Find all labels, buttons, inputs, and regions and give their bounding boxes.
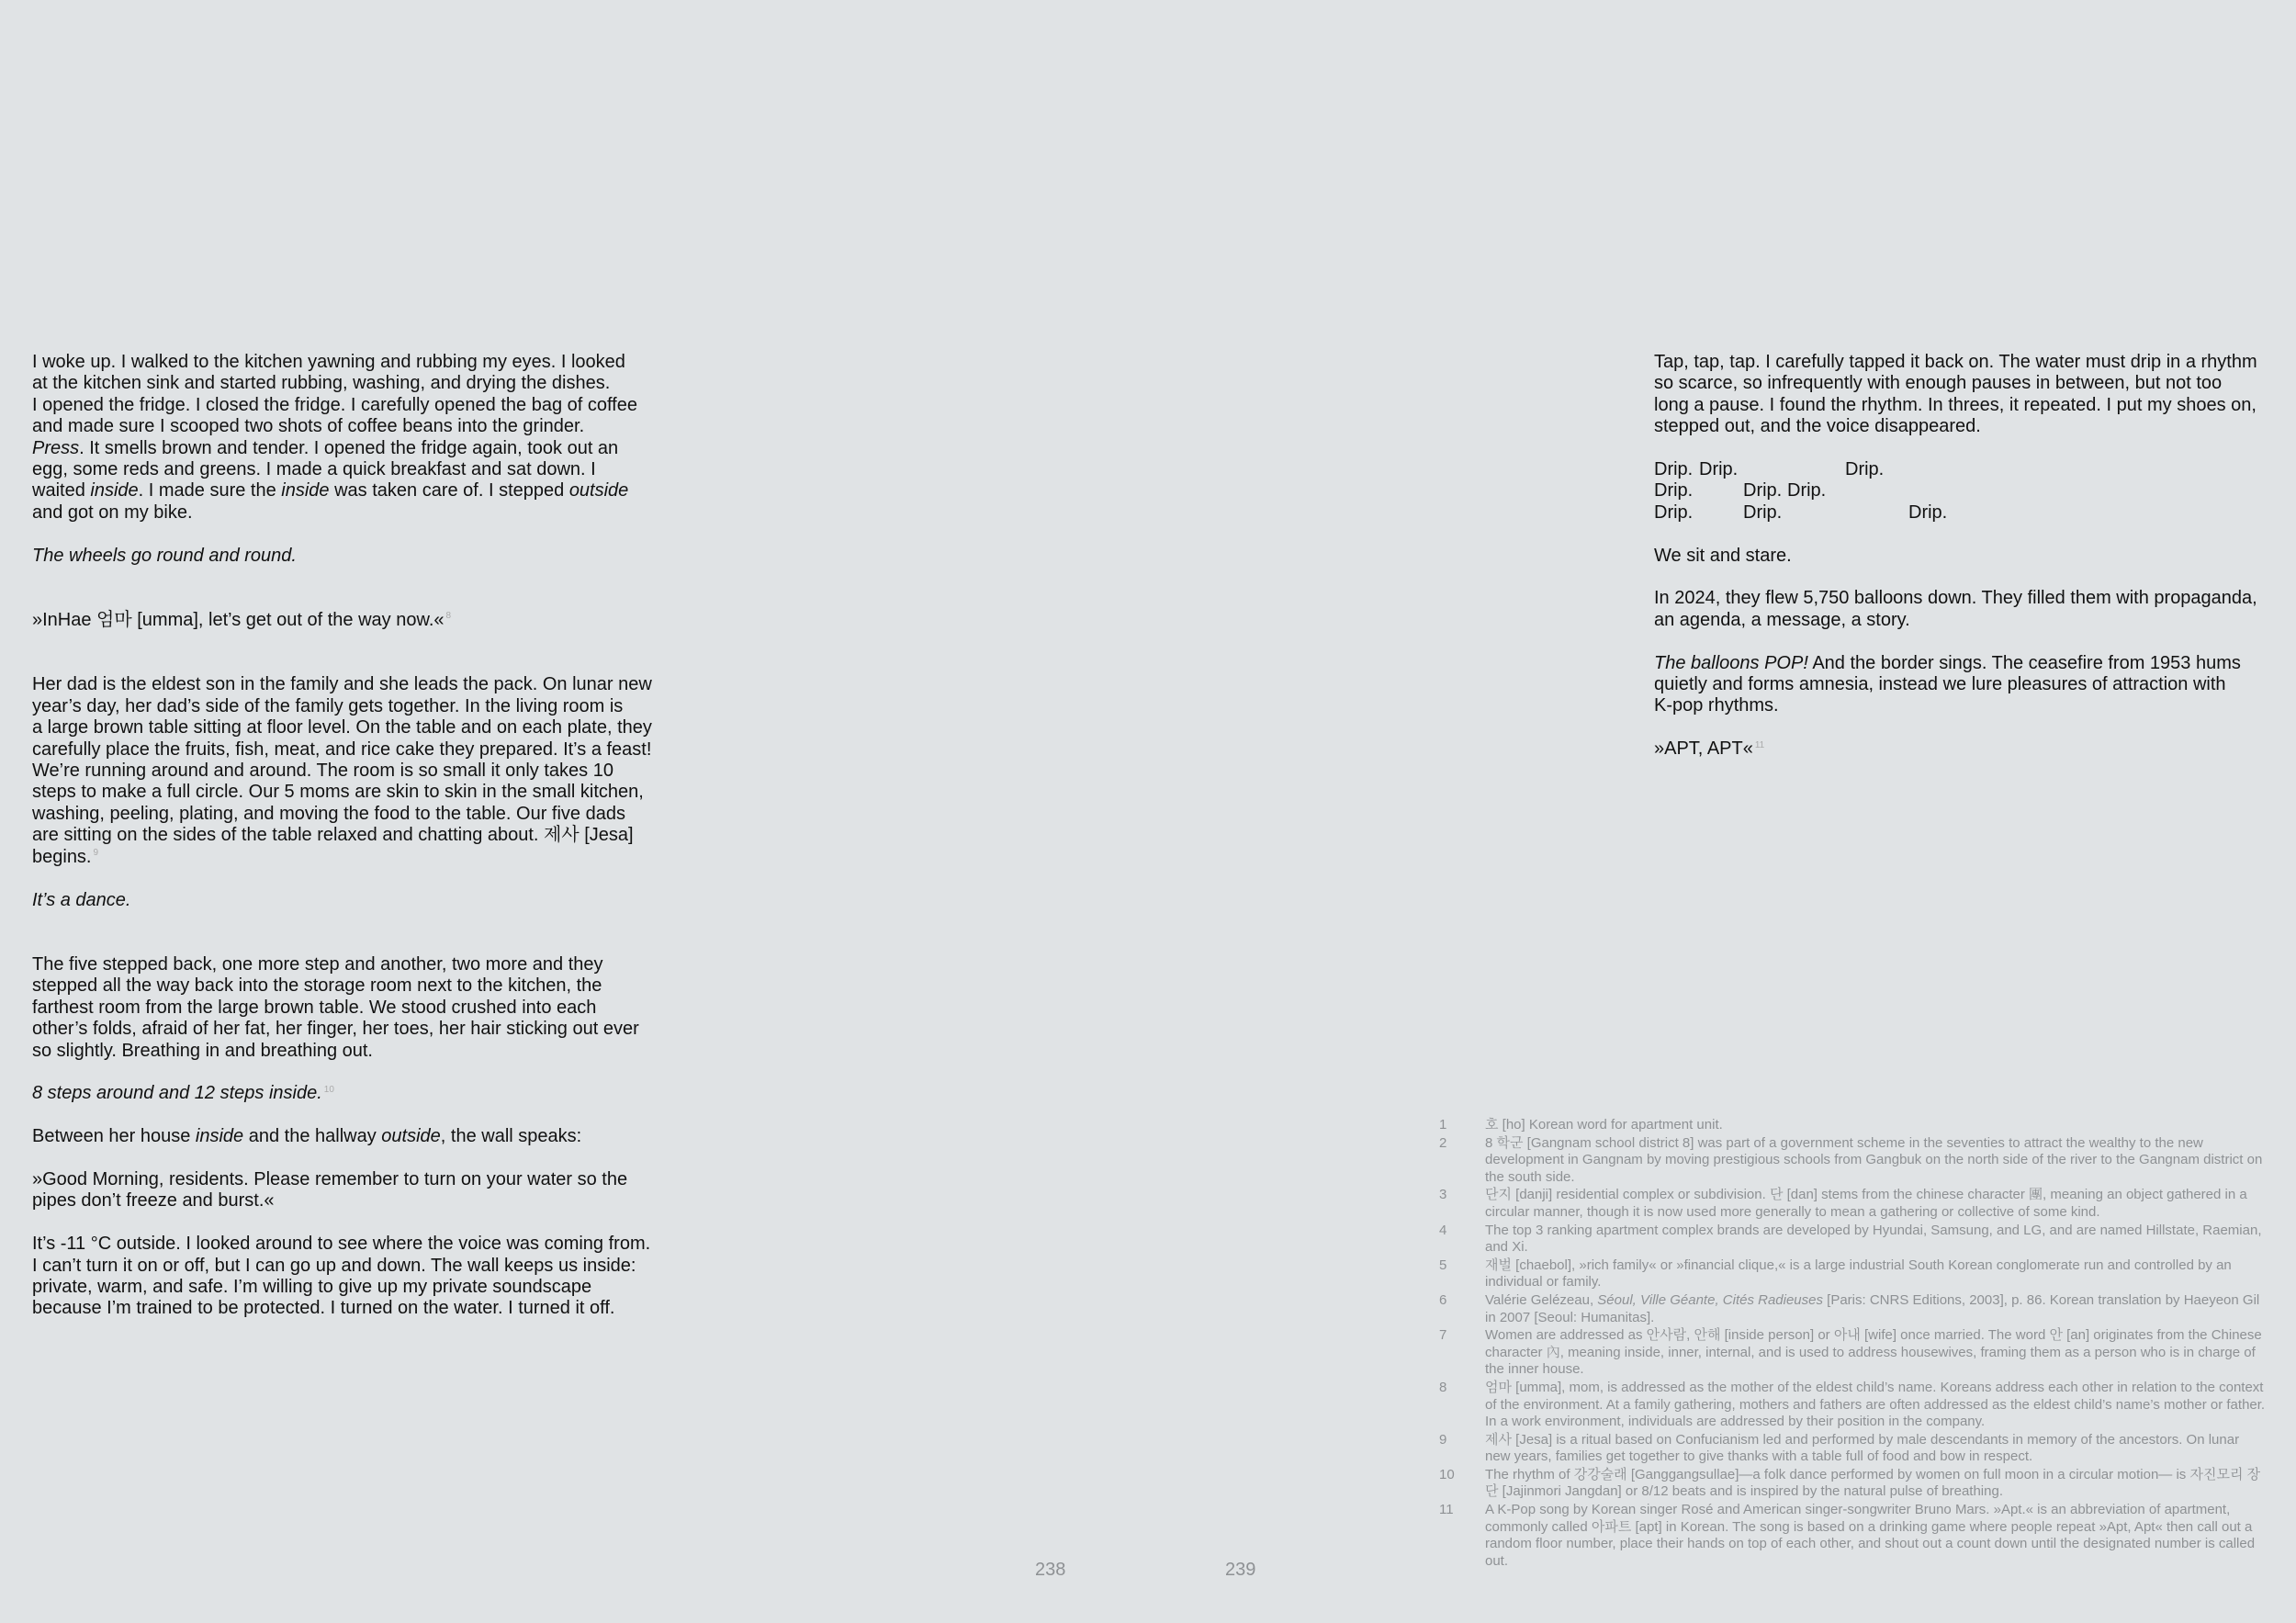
footnote-item <box>1439 1327 2266 1379</box>
footnote-number: 7 <box>1439 1327 1447 1344</box>
drip-word: Drip. <box>1654 502 1694 523</box>
line-sit-and-stare: We sit and stare. <box>1654 545 1792 566</box>
footnote-text: The rhythm of 강강술래 [Ganggangsullae]—a folk dance performed by women on full moon in a circular motion— is 자진모리 장단 [Jajinmori Jangdan] or 8/12 beats and is inspired by the natural pulse of breathing. <box>1485 1466 2261 1500</box>
drip-word: Drip. <box>1845 459 1885 480</box>
footnote-text: A K-Pop song by Korean singer Rosé and American singer-songwriter Bruno Mars. »Apt.« is an abbreviation of apartment, commonly called 아파트 [apt] in Korean. The song is based on a drinking game where people repeat »Apt, Apt« then call out a random floor number, place their hands on top of each other, and shout out a count down until the designated number is called out. <box>1485 1502 2256 1569</box>
footnote-number: 6 <box>1439 1291 1447 1308</box>
footnote-number: 5 <box>1439 1257 1447 1273</box>
footnote-ref-10: 10 <box>323 1084 334 1095</box>
footnote-text: 재벌 [chaebol], »rich family« or »financial clique,« is a large industrial South Korean conglomerate run and controlled by an individual or family. <box>1485 1257 2232 1291</box>
footnote-number: 3 <box>1439 1187 1447 1203</box>
line-dance: It’s a dance. <box>32 889 131 910</box>
footnote-text: 제사 [Jesa] is a ritual based on Confucianism led and performed by male descendants in memory of the ancestors. On lunar new years, families get together to give thanks with a table full of food and bow in respect. <box>1485 1431 2240 1465</box>
quote-apt: »APT, APT« $^{11}$ <box>1654 738 1765 760</box>
footnote-text: Valérie Gelézeau, Séoul, Ville Géante, Cités Radieuses [Paris: CNRS Editions, 2003], p. 86. Korean translation by Haeyeon Gil in 2007 [Seoul: Humanitas]. <box>1485 1291 2260 1325</box>
footnote-text: 엄마 [umma], mom, is addressed as the mother of the eldest child’s name. Koreans address each other in relation to the context of the environment. At a family gathering, mothers and fathers are often addressed as the eldest child’s name’s mother or father. In a work environment, individuals are addressed by their position in the company. <box>1485 1379 2266 1430</box>
footnote-item <box>1439 1187 2266 1221</box>
drip-word: Drip. <box>1743 480 1783 502</box>
footnote-ref-11: 11 <box>1754 739 1765 750</box>
paragraph-stepped-back: The five stepped back, one more step and another, two more and they stepped all the way back into the storage room next to the kitchen, the farthest room from the large brown table. We stood crushed into each other’s folds, afraid of her fat, her finger, her toes, her hair sticking out ever so slightly. Breathing in and breathing out. <box>32 953 639 1061</box>
footnotes <box>1439 1117 2266 1571</box>
right-page-text <box>1654 352 2279 761</box>
paragraph-outside-temperature: It’s -11 °C outside. I looked around to see where the voice was coming from. I can’t turn it on or off, but I can go up and down. The wall keeps us inside: private, warm, and safe. I’m willing to give up my private soundscape because I’m trained to be protected. I turned on the water. I turned it off. <box>32 1234 651 1319</box>
footnote-item <box>1439 1117 2266 1134</box>
footnote-item <box>1439 1432 2266 1466</box>
footnote-number: 4 <box>1439 1222 1447 1238</box>
drip-row-2 <box>1654 480 2279 502</box>
footnote-number: 1 <box>1439 1117 1447 1133</box>
footnote-number: 10 <box>1439 1466 1455 1482</box>
drip-word: Drip. <box>1654 480 1694 502</box>
footnote-item <box>1439 1467 2266 1501</box>
quote-inhae: »InHae 엄마 [umma], let’s get out of the way now.« $^8$ <box>32 610 452 631</box>
drip-word: Drip. <box>1743 502 1783 523</box>
paragraph-wake-up: I woke up. I walked to the kitchen yawning and rubbing my eyes. I looked at the kitchen sink and started rubbing, washing, and drying the dishes. I opened the fridge. I closed the fridge. I carefully opened the bag of coffee and made sure I scooped two shots of coffee beans into the grinder. Press. It smells brown and tender. I opened the fridge again, took out an egg, some reds and greens. I made a quick breakfast and sat down. I waited inside. I made sure the inside was taken care of. I stepped outside and got on my bike. <box>32 352 637 523</box>
footnote-number: 2 <box>1439 1134 1447 1151</box>
footnote-number: 9 <box>1439 1431 1447 1448</box>
drip-word: Drip. <box>1654 459 1694 480</box>
footnote-text: Women are addressed as 안사람, 안해 [inside person] or 아내 [wife] once married. The word 안 [an] originates from the Chinese character 內, meaning inside, inner, internal, and is used to address housewives, framing them as a person who is in charge of the inner house. <box>1485 1327 2262 1378</box>
drip-word: Drip. <box>1699 459 1739 480</box>
paragraph-lunar-new-year: Her dad is the eldest son in the family and she leads the pack. On lunar new year’s day, her dad’s side of the family gets together. In the living room is a large brown table sitting at floor level. On the table and on each plate, they carefully place the fruits, fish, meat, and rice cake they prepared. It’s a feast! We’re running around and around. The room is so small it only takes 10 steps to make a full circle. Our 5 moms are skin to skin in the small kitchen, washing, peeling, plating, and moving the food to the table. Our five dads are sitting on the sides of the table relaxed and chatting about. 제사 [Jesa] begins. $^9$ <box>32 674 652 867</box>
footnote-text: The top 3 ranking apartment complex brands are developed by Hyundai, Samsung, and LG, and are named Hillstate, Raemian, and Xi. <box>1485 1222 2262 1256</box>
footnote-item <box>1439 1502 2266 1570</box>
footnote-item <box>1439 1292 2266 1326</box>
footnote-text: 8 학군 [Gangnam school district 8] was part of a government scheme in the seventies to attract the wealthy to the new development in Gangnam by moving prestigious schools from Gangbuk on the north side of the river to the Gangnam district on the south side. <box>1485 1134 2263 1185</box>
drip-row-3 <box>1654 502 2279 524</box>
drip-word: Drip. <box>1787 480 1827 502</box>
footnote-ref-8: 8 <box>445 611 452 622</box>
footnote-item <box>1439 1380 2266 1431</box>
footnote-number: 8 <box>1439 1379 1447 1395</box>
footnote-item <box>1439 1135 2266 1187</box>
drip-pattern <box>1654 459 2279 524</box>
page-number-left: 238 <box>1035 1560 1066 1580</box>
line-steps: 8 steps around and 12 steps inside. $^{10}$ <box>32 1083 334 1104</box>
footnote-item <box>1439 1257 2266 1291</box>
quote-good-morning: »Good Morning, residents. Please remember to turn on your water so the pipes don’t freeze and burst.« <box>32 1168 628 1212</box>
footnote-text: 단지 [danji] residential complex or subdivision. 단 [dan] stems from the chinese character 團, meaning an object gathered in a circular manner, though it is now used more generally to mean a gathering or collective of some kind. <box>1485 1187 2247 1220</box>
footnote-item <box>1439 1223 2266 1257</box>
paragraph-balloons-pop: The balloons POP! And the border sings. The ceasefire from 1953 hums quietly and forms amnesia, instead we lure pleasures of attraction with K-pop rhythms. <box>1654 652 2241 716</box>
line-wheels: The wheels go round and round. <box>32 545 297 566</box>
drip-word: Drip. <box>1908 502 1948 523</box>
left-page-text <box>32 352 657 1320</box>
book-title: Séoul, Ville Géante, Cités Radieuses <box>1597 1291 1823 1308</box>
paragraph-balloons: In 2024, they flew 5,750 balloons down. They filled them with propaganda, an agenda, a message, a story. <box>1654 588 2257 630</box>
paragraph-tap: Tap, tap, tap. I carefully tapped it back on. The water must drip in a rhythm so scarce, so infrequently with enough pauses in between, but not too long a pause. I found the rhythm. In threes, it repeated. I put my shoes on, stepped out, and the voice disappeared. <box>1654 352 2257 437</box>
line-wall-speaks: Between her house inside and the hallway outside, the wall speaks: <box>32 1126 582 1147</box>
footnote-ref-9: 9 <box>93 848 99 859</box>
footnote-number: 11 <box>1439 1502 1454 1518</box>
page-number-right: 239 <box>1225 1560 1256 1580</box>
drip-row-1 <box>1654 459 2279 480</box>
footnote-text: 호 [ho] Korean word for apartment unit. <box>1485 1117 1723 1133</box>
